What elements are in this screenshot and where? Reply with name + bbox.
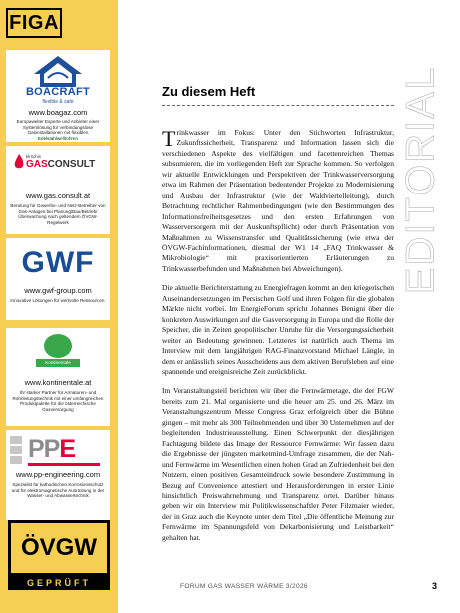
paragraph: Im Veranstaltungsteil berichten wir über die Fernwärmetage, die der FGW bereits zum 21. Mal organisierte und die heuer am 25. und 26. März im Veranstaltungszentrum Messe Congress Graz erfolgreich über die Bühne gingen – mit mehr als 300 Teilnehmenden und über 30 Unternehmen auf der begleitenden Industrieausstellung. Einen Schwerpunkt der diesjährigen Fachtagung bildete das Image der Ressource Fernwärme: Wir fassen dazu die Ergebnisse der jüngsten marketmind-Umfrage zusammen, die der Nah- und Fernwärme im Wesentlichen einen hohen Grad an Zufriedenheit bei den Nutzern, einen positiven Gesamteindruck sowie besondere Zustimmung in Bezug auf Convenience attestiert und Herausforderungen in erster Linie hinsichtlich Preiswahrnehmung und Transparenz ortet. Darüber hinaus geben wir ein Interview mit Politikwissenschaftler Peter Filzmaier wieder, der in Graz auch die Keynote unter dem Titel „Die öffentliche Meinung zur Fernwärme im Spannungsfeld von Dekarbonisierung und Leistbarkeit“ gehalten hat. xyxy=(162,386,394,542)
section-label-text: EDITORIAL xyxy=(398,65,443,295)
ad-card-kontinentale[interactable] xyxy=(6,328,110,426)
ad-card-ppe[interactable] xyxy=(6,430,110,520)
ad-url[interactable]: www.gas.consult.at xyxy=(25,191,91,200)
ad-card-boacraft[interactable] xyxy=(6,50,110,142)
ovgw-certification-logo xyxy=(8,520,110,592)
ad-description: Europaweiter Experte und Anbieter einer Systemlösung für verbindungslose Gasinstallationen mit flexiblen Edelstahlwellrohren xyxy=(16,119,100,141)
ad-description: Spezialist für kathodischen Korrosionsschutz und für elektromagnetische Ausrüstung in der Wasser- und Abwassertechnik xyxy=(11,482,105,499)
paragraph: Die aktuelle Berichterstattung zu Energiefragen kommt an den kriegerischen Auseinandersetzungen im Persischen Golf und ihren Folgen für die globalen Märkte nicht vorbei. Im EnergieForum spricht Johannes Benigni über die konkreten Auswirkungen auf die Gasversorgung in Europa und die Rolle der Speicher, die in Zeiten geopolitischer Unruhe für die Versorgungssicherheit weiter an Bedeutung gewinnen. Letzteres ist natürlich auch Thema im Interview mit dem langjährigen RAG-Finanzvorstand Michael Längle, in dem er anlässlich seines Ausscheidens aus dem aktiven Berufsleben auf eine spannende und ereignisreiche Zeit zurückblickt. xyxy=(162,283,394,376)
pipe-icon xyxy=(10,436,22,444)
boacraft-tagline: flexible & safe xyxy=(42,99,74,105)
kontinentale-logo xyxy=(36,334,80,368)
figa-logo: FIGA xyxy=(6,8,62,38)
ad-url[interactable]: www.gwf-group.com xyxy=(24,286,92,295)
flame-icon xyxy=(14,154,24,170)
ovgw-subline: GEPRÜFT xyxy=(8,576,110,590)
boacraft-brand: BOACRAFT xyxy=(25,86,91,98)
ad-card-gasconsult[interactable] xyxy=(6,146,110,234)
valve-icon xyxy=(44,334,72,358)
gasconsult-prefix: kirschis xyxy=(26,154,42,159)
paragraph-text: rinkwasser im Fokus: Unter den Stichworten Infrastruktur, Zukunftssicherheit, Transparenz und Information lassen sich die verschiedenen Aspekte des vielfältigen und facettenreichen Themas subsumieren, die im vorliegenden Heft zur Sprache kommen. So verfolgen wir aktuelle Entwicklungen und Perspektiven der Trinkwasserversorgung etwa im Rahmen der Präsentation bedeutender Projekte zu Modernisierung und Ausbau der Infrastruktur (wie der Waldviertelleitung), durch Betrachtung rechtlicher Rahmenbedingungen (wie den Bestimmungen des Informationsfreiheitsgesetzes und den ersten Erfahrungen von Wasserversorgern mit der Auskunftspflicht) oder durch Präsentation von Maßnahmen zu Wissenstransfer und Qualitätssicherung (wie etwa der ÖVGW-Fachinformationen, diesmal der W1 14 „FAQ Trinkwasser & Mikrobiologie“ mit praxisorientierten Erläuterungen zu Trinkwasserbefunden und Maßnahmen bei Abweichungen). xyxy=(162,128,394,273)
gasconsult-brand-consult: CONSULT xyxy=(47,159,96,170)
ad-description: Ihr starker Partner für Armaturen- und Rohrleitungstechnik mit einer umfangreichen Produktpalette für die österreichische Gasversorgung xyxy=(12,390,104,412)
pipe-icon xyxy=(10,456,22,464)
ad-url[interactable]: www.pp-engineering.com xyxy=(15,470,101,479)
pipe-icon xyxy=(10,446,22,454)
ad-card-gwf[interactable] xyxy=(6,238,110,320)
ppe-brand xyxy=(28,436,100,462)
kontinentale-brand: Kontinentale xyxy=(36,359,80,367)
ppe-brand-pp: PP xyxy=(28,435,60,463)
ppe-brand-e: E xyxy=(59,435,76,463)
ad-url[interactable]: www.boagaz.com xyxy=(28,108,88,117)
page-title: Zu diesem Heft xyxy=(162,84,256,99)
drop-cap: T xyxy=(162,126,176,151)
ppe-icon-stack xyxy=(10,436,24,466)
house-logo-icon xyxy=(30,54,86,88)
section-label xyxy=(396,56,446,304)
ppe-underline xyxy=(28,463,100,466)
dashed-divider xyxy=(162,105,394,106)
journal-footer: FORUM GAS WASSER WÄRME 3/2026 xyxy=(180,583,308,590)
ovgw-mark: ÖVGW xyxy=(8,520,110,576)
ad-url[interactable]: www.kontinentale.at xyxy=(24,378,92,387)
paragraph xyxy=(162,128,394,274)
ad-description: Beratung für Gewerbe- und Netz-Betreiber von Gas-Anlagen bei Planung/Bau/Betrieb/Überwachung nach geltendem ÖVGW-Regelwerk xyxy=(10,203,106,225)
advertiser-sidebar xyxy=(0,0,118,613)
gasconsult-brand xyxy=(26,159,95,170)
gwf-logo: GWF xyxy=(21,246,95,279)
page-number: 3 xyxy=(432,581,438,591)
ad-description: Innovative Lösungen für wertvolle Ressourcen. xyxy=(10,298,106,303)
gasconsult-brand-gas: GAS xyxy=(26,159,48,170)
editorial-body xyxy=(162,128,394,552)
